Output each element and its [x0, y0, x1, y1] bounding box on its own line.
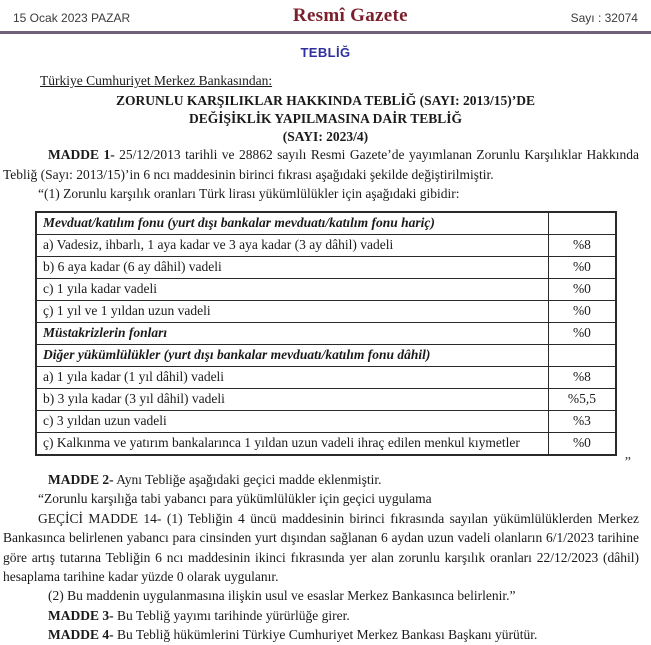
issuing-authority: Türkiye Cumhuriyet Merkez Bankasından: — [40, 73, 273, 88]
liability-cell: Müstakrizlerin fonları — [36, 322, 548, 344]
liability-cell: a) 1 yıla kadar (1 yıl dâhil) vadeli — [36, 366, 548, 388]
notice-title-line2: DEĞİŞİKLİK YAPILMASINA DAİR TEBLİĞ — [189, 110, 462, 126]
ratio-cell: %0 — [548, 322, 616, 344]
liability-cell: Mevduat/katılım fonu (yurt dışı bankalar mevduatı/katılım fonu hariç) — [36, 212, 548, 235]
table-row — [36, 278, 616, 300]
issue-number: Sayı : 32074 — [570, 11, 638, 25]
notice-title-line3: (SAYI: 2023/4) — [282, 128, 369, 144]
liability-cell: c) 3 yıldan uzun vadeli — [36, 410, 548, 432]
ratio-cell: %8 — [548, 366, 616, 388]
ratio-cell — [548, 344, 616, 366]
ratio-cell: %0 — [548, 432, 616, 455]
notice-title — [40, 92, 611, 145]
article-4-text: Bu Tebliğ hükümlerini Türkiye Cumhuriyet Merkez Bankası Başkanı yürütür. — [117, 627, 538, 643]
temporary-article-14-paragraph — [3, 509, 639, 587]
liability-cell: c) 1 yıla kadar vadeli — [36, 278, 548, 300]
liability-cell: b) 3 yıla kadar (3 yıl dâhil) vadeli — [36, 388, 548, 410]
article-1-paragraph — [3, 145, 639, 184]
gazette-header — [0, 0, 651, 30]
liability-cell: b) 6 aya kadar (6 ay dâhil) vadeli — [36, 256, 548, 278]
table-row — [36, 432, 616, 455]
table-row — [36, 410, 616, 432]
article-3-paragraph — [3, 606, 639, 625]
ratio-cell: %5,5 — [548, 388, 616, 410]
liability-cell: Diğer yükümlülükler (yurt dışı bankalar mevduatı/katılım fonu dâhil) — [36, 344, 548, 366]
table-row — [36, 366, 616, 388]
table-row — [36, 234, 616, 256]
ratio-cell: %0 — [548, 278, 616, 300]
header-divider — [0, 31, 651, 34]
table-row — [36, 212, 616, 235]
article-4-paragraph — [3, 625, 639, 644]
liability-cell: ç) Kalkınma ve yatırım bankalarınca 1 yıldan uzun vadeli ihraç edilen menkul kıymetler — [36, 432, 548, 455]
article-3-text: Bu Tebliğ yayımı tarihinde yürürlüğe girer. — [117, 607, 350, 623]
article-1-label: MADDE 1- — [48, 147, 115, 163]
table-row — [36, 322, 616, 344]
ratio-cell — [548, 212, 616, 235]
gazette-masthead: Resmî Gazete — [292, 5, 408, 26]
notice-title-line1: ZORUNLU KARŞILIKLAR HAKKINDA TEBLİĞ (SAYI: 2013/15)’DE — [116, 93, 535, 108]
article-2-text: Aynı Tebliğe aşağıdaki geçici madde eklenmiştir. — [116, 471, 382, 487]
ratio-cell: %0 — [548, 256, 616, 278]
ratio-cell: %3 — [548, 410, 616, 432]
table-row — [36, 344, 616, 366]
temporary-article-14-text: (1) Tebliğin 4 üncü maddesinin birinci fıkrasında sayılan yükümlülüklerden Merkez Bankasınca belirlenen yabancı para cinsinden yurt dışından sağlanan 6 aydan uzun vadeli olanların 6/1/2023 tarihine göre artış tutarına Tebliğin 6 ncı maddesinin ikinci fıkrasında yer alan zorunlu karşılık oranları 22/12/2023 (dâhil) hesaplama tarihine kadar yüzde 0 olarak uygulanır. — [3, 510, 639, 584]
liability-cell: ç) 1 yıl ve 1 yıldan uzun vadeli — [36, 300, 548, 322]
article-3-label: MADDE 3- — [48, 607, 114, 623]
section-heading: TEBLİĞ — [300, 45, 351, 60]
reserve-ratio-table — [35, 211, 617, 456]
liability-cell: a) Vadesiz, ihbarlı, 1 aya kadar ve 3 aya kadar (3 ay dâhil) vadeli — [36, 234, 548, 256]
ratio-cell: %8 — [548, 234, 616, 256]
ratio-cell: %0 — [548, 300, 616, 322]
temporary-application-heading: “Zorunlu karşılığa tabi yabancı para yükümlülükler için geçici uygulama — [38, 491, 432, 507]
table-row — [36, 388, 616, 410]
article-2-label: MADDE 2- — [48, 471, 114, 487]
article-2-paragraph — [3, 470, 639, 489]
table-row — [36, 300, 616, 322]
temporary-article-clause-2: (2) Bu maddenin uygulanmasına ilişkin usul ve esaslar Merkez Bankasınca belirlenir.” — [48, 588, 516, 604]
publication-date: 15 Ocak 2023 PAZAR — [13, 11, 131, 25]
temporary-article-14-label: GEÇİCİ MADDE 14- — [38, 510, 162, 526]
reserve-ratio-table-body — [36, 212, 616, 455]
table-closing-quote: ” — [624, 454, 631, 470]
table-row — [36, 256, 616, 278]
article-1-text: 25/12/2013 tarihli ve 28862 sayılı Resmi Gazete’de yayımlanan Zorunlu Karşılıklar Hakkında Tebliğ (Sayı: 2013/15)’in 6 ncı maddesinin birinci fıkrası aşağıdaki şekilde değiştirilmiştir. — [3, 147, 640, 182]
article-1-clause-1: “(1) Zorunlu karşılık oranları Türk lirası yükümlülükler için aşağıdaki gibidir: — [38, 186, 460, 202]
article-4-label: MADDE 4- — [48, 627, 114, 643]
